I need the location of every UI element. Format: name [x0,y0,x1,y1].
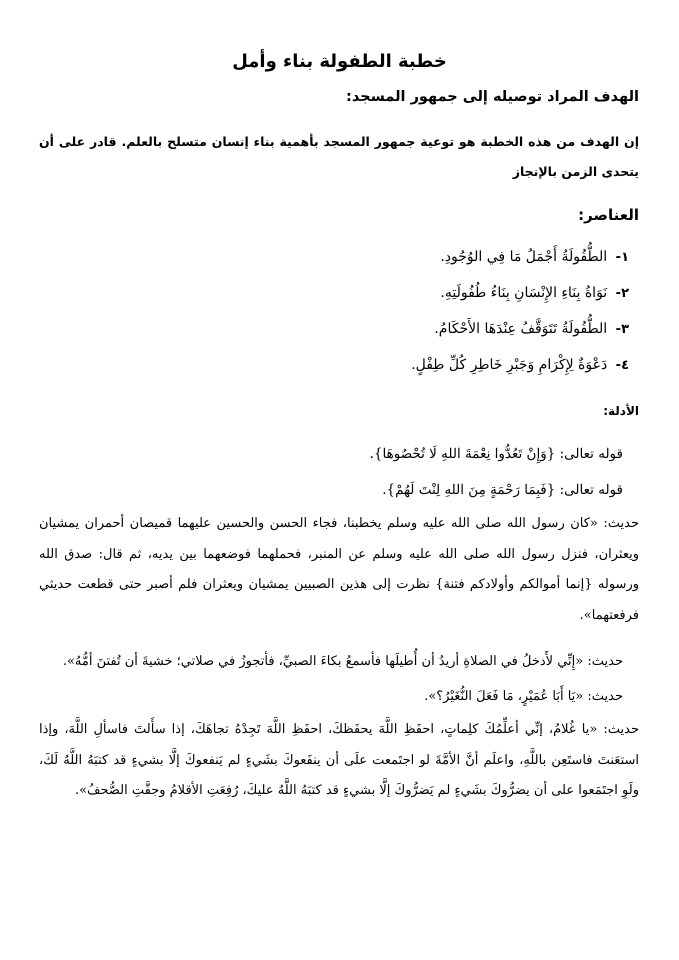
elements-list [49,243,629,387]
list-item [49,351,629,387]
hadith-paragraph: حديث: «يَا أَبَا عُمَيْرٍ، مَا فَعَلَ النُّغَيْرُ؟». [424,689,623,704]
quran-verse: قوله تعالى: {فَبِمَا رَحْمَةٍ مِنَ اللهِ لِنْتَ لَهُمْ}. [382,482,623,498]
list-item-number: ٢- [615,286,629,301]
list-item [49,243,629,279]
evidence-heading: الأدلة: [603,404,639,418]
goal-heading: الهدف المراد توصيله إلى جمهور المسجد: [346,89,639,105]
list-item [49,279,629,315]
elements-heading: العناصر: [578,206,639,224]
hadith-paragraph: حديث: «يا غُلامُ، إنِّي أعلِّمُكَ كلِماتٍ، احفَظِ اللَّهَ يحفَظكَ، احفَظِ اللَّهَ تَجِدْهُ تجاهَكَ، إذا سأَلتَ فاسألِ اللَّهَ، وإذا استعَنتَ فاستَعِن باللَّهِ، واعلَم أنَّ الأمَّةَ لو اجتَمعت علَى أن ينفَعوكَ بشَيءٍ لم يَنفعوكَ إلَّا بشيءٍ قد كتبَهُ اللَّهُ لَكَ، ولَوِ اجتَمَعوا على أن يضرُّوكَ بشَيءٍ لم يَضرُّوكَ إلَّا بشيءٍ قد كتبَهُ اللَّهُ عليكَ، رُفِعَتِ الأقلامُ وجفَّتِ الصُّحفُ». [39,722,639,798]
page-title: خطبة الطفولة بناء وأمل [232,51,447,72]
list-item-number: ٤- [615,358,629,373]
list-item-text: نَوَاةُ بِنَاءِ الإِنْسَانِ بِنَاءُ طُفُولَتِهِ. [440,285,608,301]
quran-verse: قوله تعالى: {وَإِنْ تَعُدُّوا نِعْمَةَ اللهِ لَا تُحْصُوهَا}. [369,446,623,462]
hadith-paragraph: حديث: «إِنِّي لأَدخلُ في الصلاةِ أريدُ أن أُطيلَها فأسمعُ بكاءَ الصبيِّ، فأتجوزُ في صلاتي؛ خشيةَ أن تُفتنَ أمُّهُ». [62,654,623,669]
list-item-text: دَعْوَةٌ لِإِكْرَامِ وَجَبْرِ خَاطِرِ كُلِّ طِفْلٍ. [411,357,608,373]
list-item-text: الطُّفُولَةُ تَتَوَقَّفُ عِنْدَهَا الأَحْكَامُ. [434,321,608,337]
list-item-number: ٣- [615,322,629,337]
hadith-paragraph: حديث: «كان رسول الله صلى الله عليه وسلم يخطبنا، فجاء الحسن والحسين عليهما قميصان أحمران يمشيان ويعثران، فنزل رسول الله صلى الله عليه وسلم عن المنبر، فحملهما فوضعهما بين يديه، ثم قال: صدق الله ورسوله {إنما أموالكم وأولادكم فتنة} نظرت إلى هذين الصبيين يمشيان ويعثران فلم أصبر حتى قطعت حديثي فرفعتهما». [39,516,639,623]
list-item-text: الطُّفُولَةُ أَجْمَلُ مَا فِي الوُجُودِ. [440,249,608,265]
list-item [49,315,629,351]
goal-paragraph: إن الهدف من هذه الخطبة هو توعية جمهور المسجد بأهمية بناء إنسان متسلح بالعلم. قادر على أن يتحدى الزمن بالإنجاز [39,134,639,179]
list-item-number: ١- [615,250,629,265]
